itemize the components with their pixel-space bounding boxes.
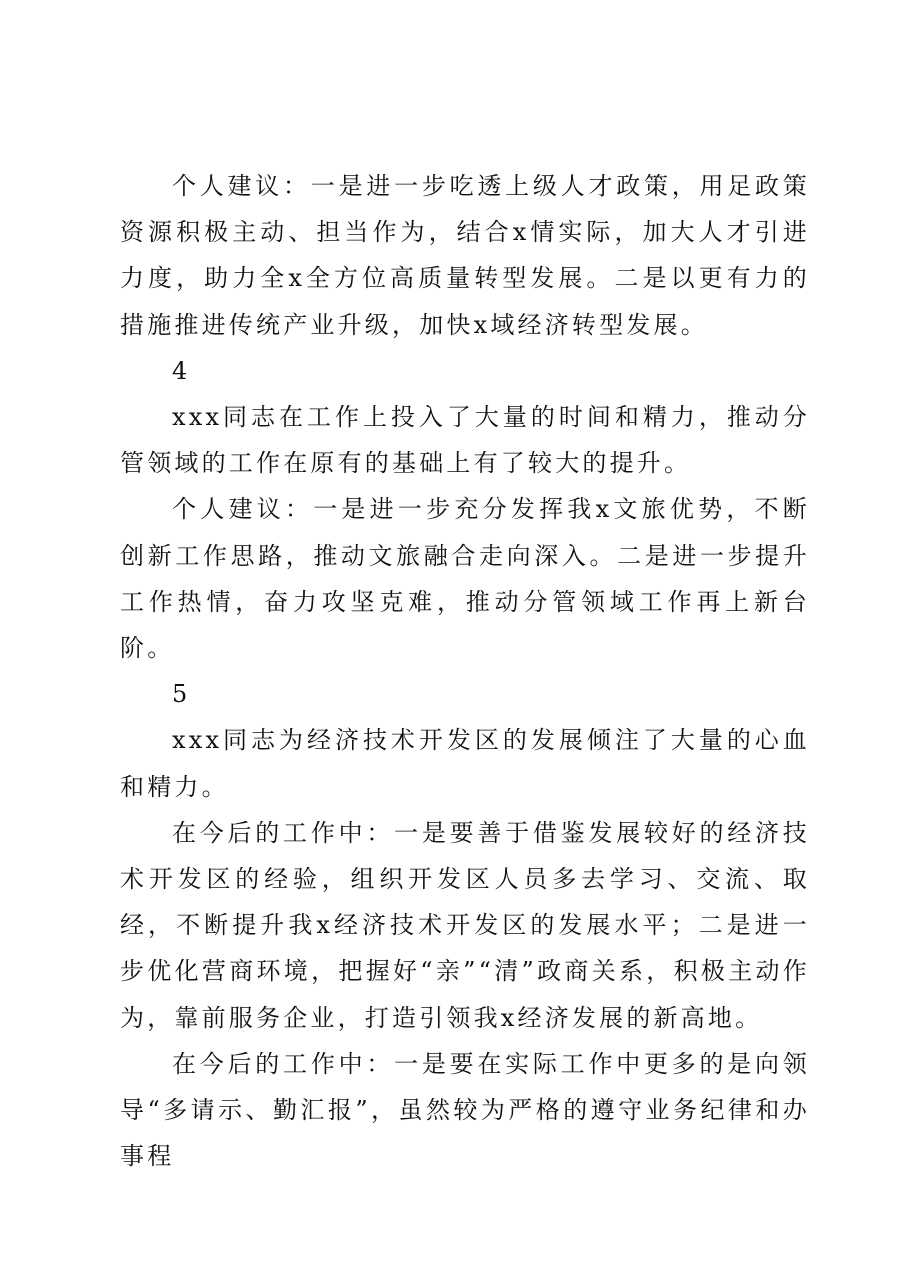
paragraph-evaluation-5: xxx同志为经济技术开发区的发展倾注了大量的心血和精力。: [120, 726, 810, 801]
section-number-5: 5: [172, 680, 188, 709]
paragraph-suggestion-4: 个人建议：一是进一步充分发挥我x文旅优势，不断创新工作思路，推动文旅融合走向深入。二是进一步提升工作热情，奋力攻坚克难，推动分管领域工作再上新台阶。: [120, 495, 810, 663]
paragraph-suggestion-6: 在今后的工作中：一是要在实际工作中更多的是向领导“多请示、勤汇报”，虽然较为严格的遵守业务纪律和办事程: [120, 1049, 810, 1171]
paragraph-suggestion-5: 在今后的工作中：一是要善于借鉴发展较好的经济技术开发区的经验，组织开发区人员多去学习、交流、取经，不断提升我x经济技术开发区的发展水平；二是进一步优化营商环境，把握好“亲”“清”政商关系，积极主动作为，靠前服务企业，打造引领我x经济发展的新高地。: [120, 818, 810, 1032]
section-number-4: 4: [172, 356, 188, 385]
paragraph-evaluation-4: xxx同志在工作上投入了大量的时间和精力，推动分管领域的工作在原有的基础上有了较大的提升。: [120, 403, 810, 478]
document-body: [120, 163, 810, 1179]
paragraph-suggestion-3: 个人建议：一是进一步吃透上级人才政策，用足政策资源积极主动、担当作为，结合x情实际，加大人才引进力度，助力全x全方位高质量转型发展。二是以更有力的措施推进传统产业升级，加快x域经济转型发展。: [120, 172, 810, 339]
